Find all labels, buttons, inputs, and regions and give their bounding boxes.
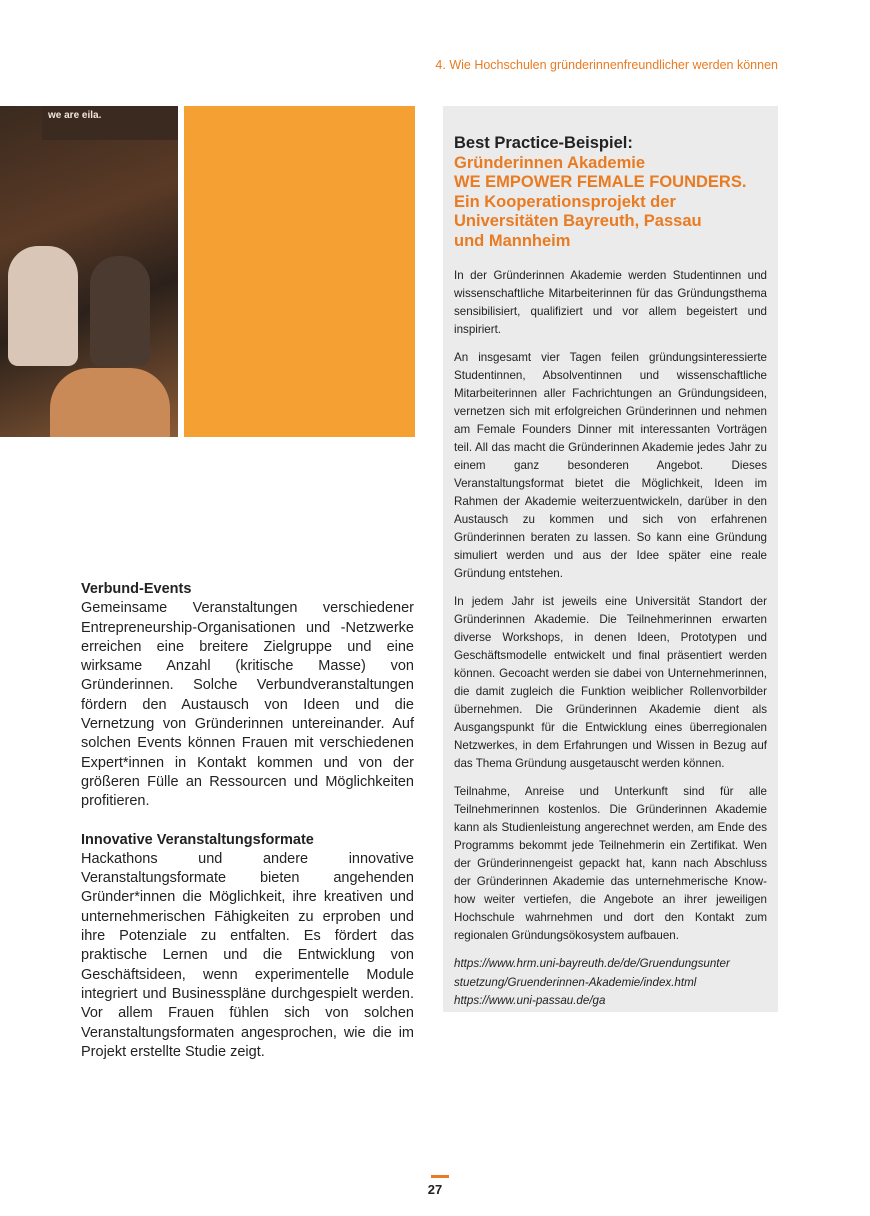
running-head: 4. Wie Hochschulen gründerinnenfreundlicher werden können: [435, 58, 778, 72]
page-number-marker: [431, 1175, 449, 1178]
box-paragraph: In jedem Jahr ist jeweils eine Universität Standort der Gründerinnen Akademie. Die Teilnehmerinnen erwarten diverse Workshops, in denen Ideen, Prototypen und Geschäftsmodelle entwickelt und final präsentiert werden können. Gecoacht werden sie dabei von Unternehmerinnen, die damit zugleich die Funktion weiblicher Rollenvorbilder übernehmen. Die Gründerinnen Akademie dient als Ausgangspunkt für die Entwicklung eines überregionalen Netzwerkes, in dem Erfahrungen und Wissen in Bezug auf das Thema Gründung ausgetauscht werden können.: [454, 595, 767, 770]
box-title-line: WE EMPOWER FEMALE FOUNDERS.: [454, 173, 747, 191]
section-body: Hackathons und andere innovative Veranstaltungsformate bieten angehenden Gründer*innen die Möglichkeit, ihre kreativen und unternehmerischen Fähigkeiten zu erproben und ihre Potenziale zu entfalten. Es fördert das praktische Lernen und die Entwicklung von Geschäftsideen, wenn experimentelle Module integriert und Businesspläne durchgespielt werden. Vor allem Frauen fühlen sich von solchen Veranstaltungsformaten angesprochen, wie die im Projekt erstellte Studie zeigt.: [81, 850, 414, 1060]
event-photo: [0, 106, 178, 437]
box-title-line: Universitäten Bayreuth, Passau: [454, 212, 702, 230]
box-title: [454, 134, 767, 251]
section-body: Gemeinsame Veranstaltungen verschiedener Entrepreneurship-Organisationen und -Netzwerke erreichen eine breitere Zielgruppe und eine wirksame Anzahl (kritische Masse) von Gründerinnen. Solche Verbundveranstaltungen fördern den Austausch von Ideen und die Vernetzung von Gründerinnen untereinander. Auf solchen Events können Frauen mit verschiedenen Expert*innen in Kontakt kommen und von der größeren Fülle an Ressourcen und Möglichkeiten profitieren.: [81, 600, 414, 810]
box-paragraph: In der Gründerinnen Akademie werden Studentinnen und wissenschaftliche Mitarbeiterinnen für das Gründungsthema sensibilisiert, qualifiziert und vor allem begeistert und inspiriert.: [454, 269, 767, 336]
link-passau[interactable]: https://www.uni-passau.de/ga: [454, 994, 606, 1007]
box-title-line: Ein Kooperationsprojekt der: [454, 192, 676, 211]
photo-banner: we are eila.: [42, 106, 178, 140]
orange-color-block: [184, 106, 415, 437]
photo-chair: [50, 368, 170, 437]
section-heading: Innovative Veranstaltungsformate: [81, 831, 314, 848]
box-links: [454, 955, 767, 1011]
section-heading: Verbund-Events: [81, 581, 192, 597]
link-bayreuth-line1[interactable]: https://www.hrm.uni-bayreuth.de/de/Gruendungsunter: [454, 957, 730, 970]
page-number: 27: [427, 1182, 443, 1197]
photo-figure: [8, 246, 78, 366]
box-paragraph: Teilnahme, Anreise und Unterkunft sind für alle Teilnehmerinnen kostenlos. Die Gründerinnen Akademie kann als Studienleistung angerechnet werden, am Ende des Programms bekommt jede Teilnehmerin ein Zertifikat. Wen der Gründerinnengeist gepackt hat, kann nach Abschluss der Gründerinnen Akademie das unternehmerische Know-how weiter vertiefen, die Angebote an ihrer jeweiligen Hochschule wahrnehmen und dort den Kontakt zum regionalen Gründungsökosystem aufbauen.: [454, 785, 767, 942]
link-bayreuth-line2[interactable]: stuetzung/Gruenderinnen-Akademie/index.html: [454, 975, 697, 989]
left-column: [81, 580, 414, 1081]
box-paragraph: An insgesamt vier Tagen feilen gründungsinteressierte Studentinnen, Absolventinnen und wissenschaftliche Mitarbeiterinnen aller Fachrichtungen an Gründungsideen, vernetzen sich mit erfolgreichen Gründerinnen und nehmen am Female Founders Dinner mit interessanten Vorträgen teil. All das macht die Gründerinnen Akademie jedes Jahr zu einem ganz besonderen Angebot. Dieses Veranstaltungsformat bietet die Möglichkeit, Ideen im Rahmen der Akademie weiterzuentwickeln, darüber in den Austausch zu kommen und sich von erfahrenen Gründerinnen beraten zu lassen. So kann eine Gründung simuliert werden und aus der Idee später eine reale Gründung entstehen.: [454, 351, 767, 580]
box-title-line: Gründerinnen Akademie: [454, 153, 646, 172]
photo-figure: [90, 256, 150, 366]
box-title-line: und Mannheim: [454, 231, 571, 250]
box-title-label: Best Practice-Beispiel:: [454, 134, 633, 152]
best-practice-box: [443, 106, 778, 1012]
